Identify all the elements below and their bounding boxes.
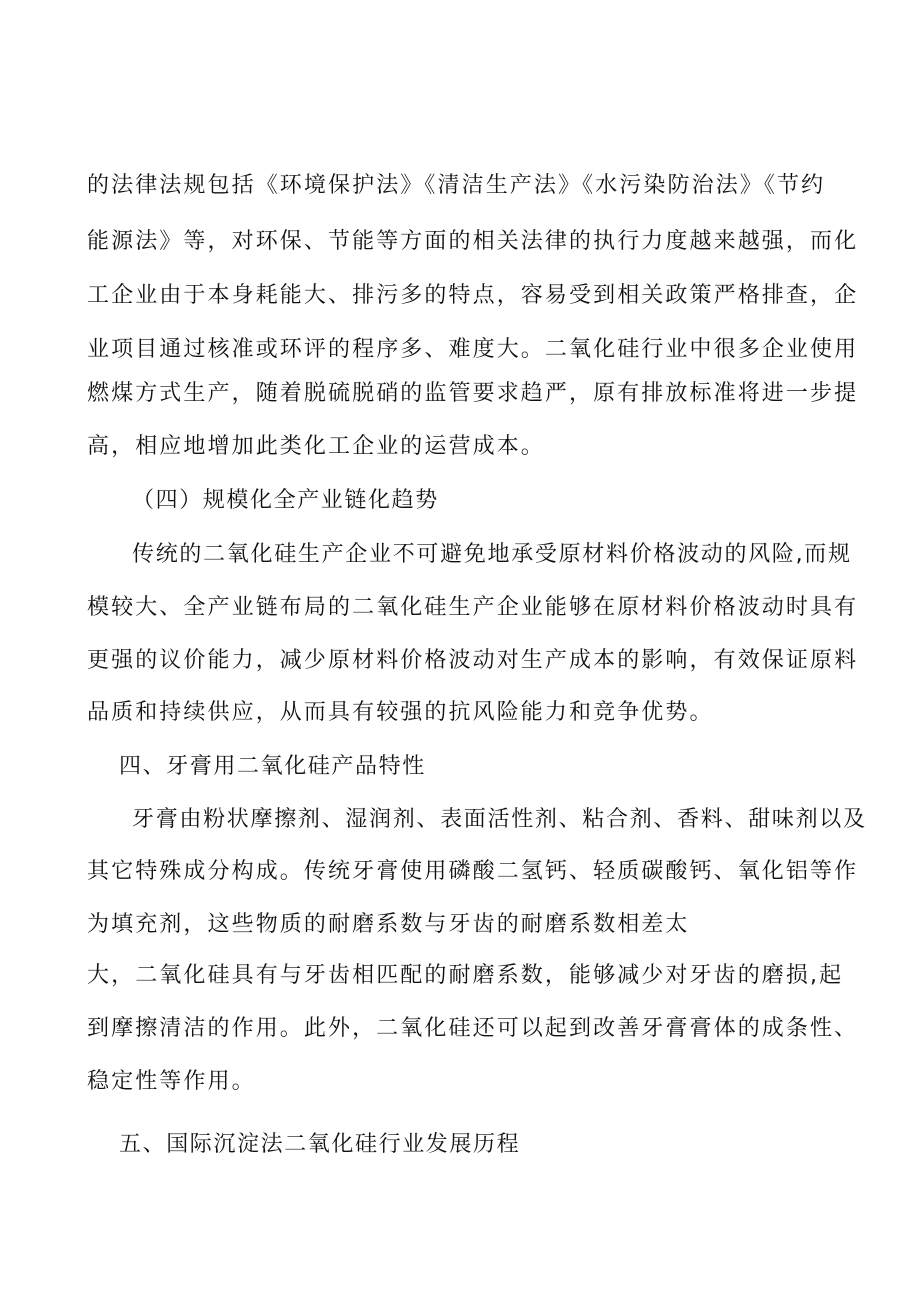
text-line: 品质和持续供应，从而具有较强的抗风险能力和竞争优势。: [87, 700, 714, 725]
text-line: 牙膏由粉状摩擦剂、湿润剂、表面活性剂、粘合剂、香料、甜味剂以及: [132, 807, 867, 832]
text-line: 更强的议价能力，减少原材料价格波动对生产成本的影响，有效保证原料: [87, 648, 859, 673]
text-line: 高，相应地增加此类化工企业的运营成本。: [87, 434, 545, 459]
text-line: 能源法》等，对环保、节能等方面的相关法律的执行力度越来越强，而化: [87, 229, 859, 254]
text-line: 业项目通过核准或环评的程序多、难度大。二氧化硅行业中很多企业使用: [87, 337, 859, 362]
text-line: 模较大、全产业链布局的二氧化硅生产企业能够在原材料价格波动时具有: [87, 595, 859, 620]
subsection-heading: （四）规模化全产业链化趋势: [132, 488, 439, 513]
text-line: 大，二氧化硅具有与牙齿相匹配的耐磨系数，能够减少对牙齿的磨损,起: [87, 963, 844, 988]
text-line: 为填充剂，这些物质的耐磨系数与牙齿的耐磨系数相差太: [87, 912, 690, 937]
section-heading: 四、牙膏用二氧化硅产品特性: [119, 754, 426, 779]
section-heading: 五、国际沉淀法二氧化硅行业发展历程: [119, 1132, 521, 1157]
text-line: 工企业由于本身耗能大、排污多的特点，容易受到相关政策严格排查，企: [87, 283, 859, 308]
text-line: 到摩擦清洁的作用。此外，二氧化硅还可以起到改善牙膏膏体的成条性、: [87, 1016, 859, 1041]
text-line: 其它特殊成分构成。传统牙膏使用磷酸二氢钙、轻质碳酸钙、氧化铝等作: [87, 859, 859, 884]
text-line: 稳定性等作用。: [87, 1069, 256, 1094]
text-line: 的法律法规包括《环境保护法》《清洁生产法》《水污染防治法》《节约: [87, 173, 826, 198]
text-line: 传统的二氧化硅生产企业不可避免地承受原材料价格波动的风险,而规: [132, 542, 852, 567]
text-line: 燃煤方式生产，随着脱硫脱硝的监管要求趋严，原有排放标准将进一步提: [87, 381, 859, 406]
